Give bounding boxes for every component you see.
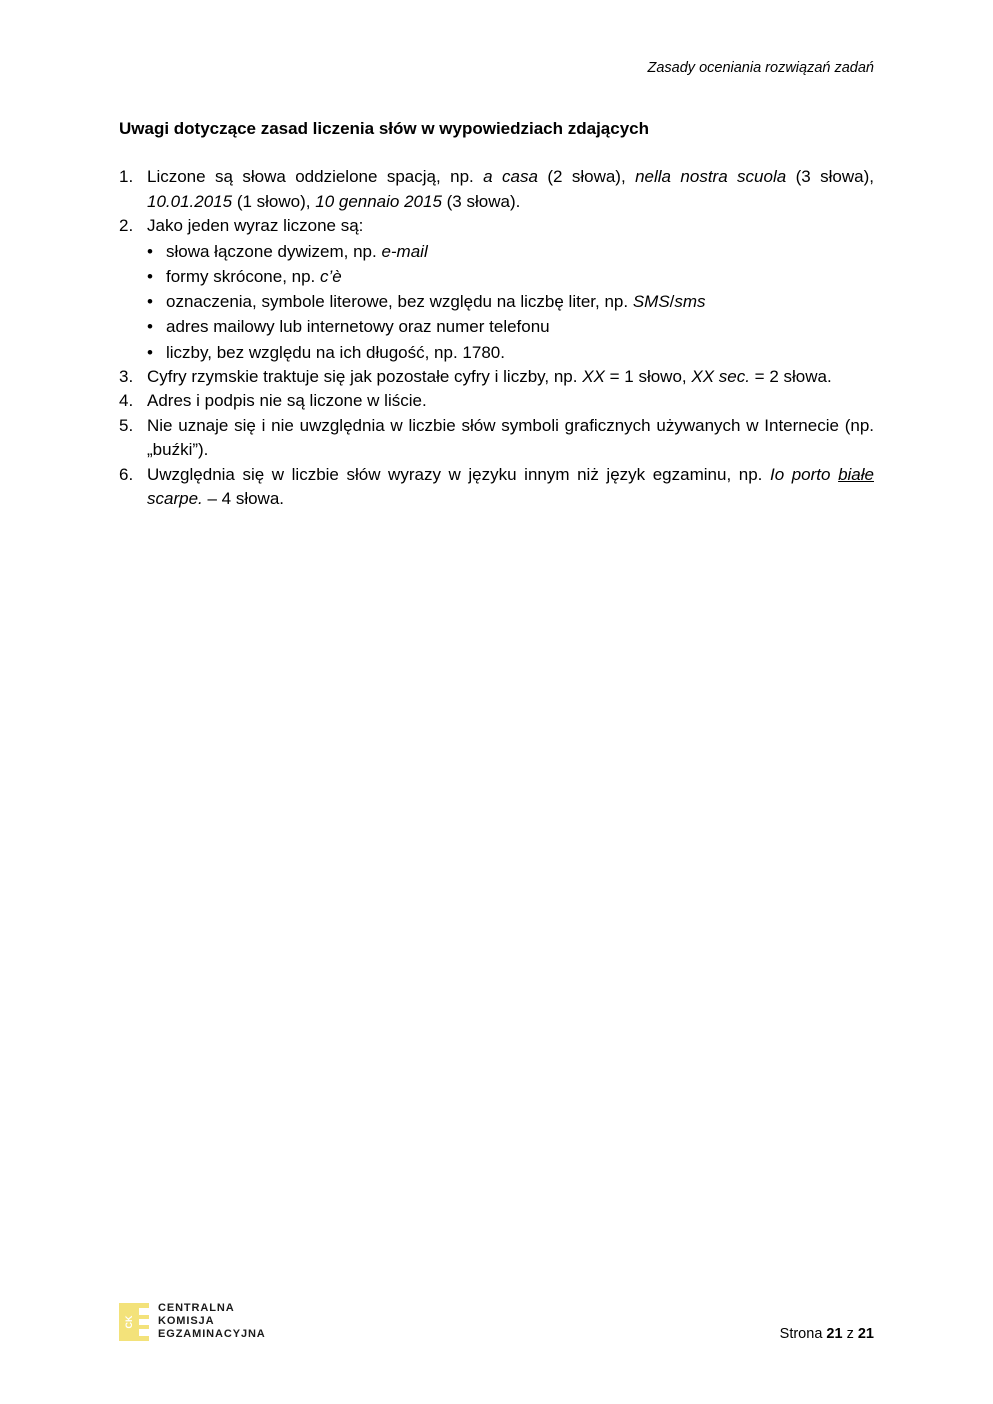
bullet-icon: • <box>147 292 153 312</box>
logo-line: EGZAMINACYJNA <box>158 1328 266 1340</box>
rule-text: Adres i podpis nie są liczone w liście. <box>147 391 427 411</box>
example-xx: XX <box>582 366 605 386</box>
sub-item-numbers <box>147 340 874 365</box>
logo-line: CENTRALNA <box>158 1302 235 1314</box>
sub-text: formy skrócone, np. <box>166 266 321 286</box>
rule-item-4 <box>119 389 874 414</box>
rule-text: Jako jeden wyraz liczone są: <box>147 216 364 235</box>
sub-text: adres mailowy lub internetowy oraz numer telefonu <box>166 317 550 337</box>
logo-wordmark <box>158 1302 266 1341</box>
cke-logo <box>119 1302 266 1341</box>
rule-item-5 <box>119 414 874 463</box>
sub-text: liczby, bez względu na ich długość, np. 1780. <box>166 342 505 362</box>
rule-text: = 2 słowa. <box>749 366 832 386</box>
page-prefix: Strona <box>779 1326 827 1342</box>
sub-text: oznaczenia, symbole literowe, bez względu na liczbę liter, np. <box>166 292 633 312</box>
example-biale-underlined: białe <box>838 464 874 484</box>
example-sms-upper: SMS <box>632 292 670 312</box>
sub-item-hyphenated <box>147 239 874 264</box>
rule-number: 5. <box>119 415 134 435</box>
rule-text: (3 słowa), <box>786 167 874 186</box>
rule-text: (1 słowo), <box>232 191 316 211</box>
rule-number: 1. <box>119 167 134 186</box>
example-a-casa: a casa <box>483 167 538 186</box>
total-pages: 21 <box>857 1326 874 1342</box>
example-ce: c’è <box>320 266 342 286</box>
rule-item-1 <box>119 165 874 214</box>
sub-list <box>147 239 874 365</box>
rule-text: – 4 słowa. <box>202 489 285 509</box>
rule-number: 2. <box>119 216 134 235</box>
example-e-mail: e-mail <box>381 241 428 261</box>
rule-text: Uwzględnia się w liczbie słów wyrazy w języku innym niż język egzaminu, np. <box>147 464 770 484</box>
logo-line: KOMISJA <box>158 1315 215 1327</box>
sub-item-symbols <box>147 289 874 314</box>
rule-number: 4. <box>119 391 134 411</box>
bullet-icon: • <box>147 317 153 337</box>
rule-text: = 1 słowo, <box>604 366 692 386</box>
rule-text: (3 słowa). <box>441 191 521 211</box>
rule-number: 3. <box>119 366 134 386</box>
rule-number: 6. <box>119 464 134 484</box>
slash: / <box>669 292 675 312</box>
rule-text: Liczone są słowa oddzielone spacją, np. <box>147 167 484 186</box>
example-scarpe: scarpe. <box>147 489 203 509</box>
section-title: Uwagi dotyczące zasad liczenia słów w wypowiedziach zdających <box>119 119 650 138</box>
example-nella-nostra-scuola: nella nostra scuola <box>635 167 787 186</box>
rule-text: (2 słowa), <box>537 167 636 186</box>
rule-text: Cyfry rzymskie traktuje się jak pozostałe cyfry i liczby, np. <box>147 366 583 386</box>
example-date: 10.01.2015 <box>147 191 233 211</box>
bullet-icon: • <box>147 241 153 261</box>
sub-text: słowa łączone dywizem, np. <box>166 241 382 261</box>
rule-item-2 <box>119 214 874 365</box>
page-sep: z <box>842 1326 858 1342</box>
sub-item-addresses <box>147 314 874 339</box>
example-io-porto: Io porto <box>769 464 839 484</box>
cke-logo-mark-icon <box>119 1303 149 1341</box>
example-sms-lower: sms <box>674 292 706 312</box>
current-page: 21 <box>826 1326 843 1342</box>
sub-item-contractions <box>147 264 874 289</box>
example-date-words: 10 gennaio 2015 <box>315 191 442 211</box>
rule-item-3 <box>119 365 874 390</box>
rules-list <box>119 165 874 512</box>
svg-text:CK: CK <box>124 1315 134 1328</box>
rule-item-6 <box>119 463 874 512</box>
bullet-icon: • <box>147 342 153 362</box>
rule-text: Nie uznaje się i nie uwzględnia w liczbie słów symboli graficznych używanych w Internecie (np. „buźki”). <box>147 415 874 460</box>
bullet-icon: • <box>147 266 153 286</box>
example-xx-sec: XX sec. <box>691 366 750 386</box>
page-number <box>780 1326 874 1342</box>
running-header: Zasady oceniania rozwiązań zadań <box>647 60 874 76</box>
